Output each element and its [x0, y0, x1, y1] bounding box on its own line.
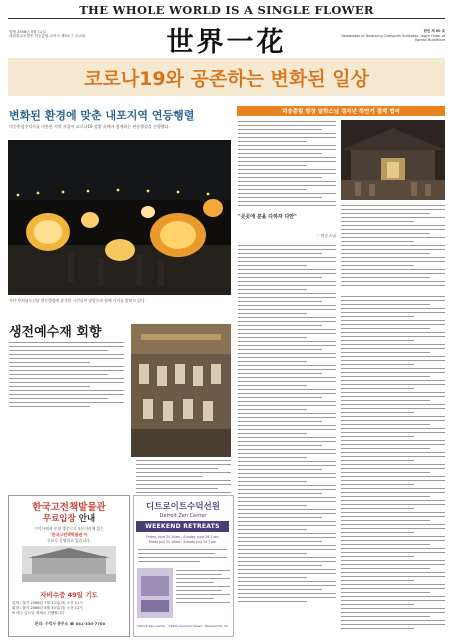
ceremony-photo [131, 324, 231, 457]
museum-ad-extra: 자비수증 49일 기도 [40, 591, 98, 599]
quote-text: "곳곳에 분을 다하자 다만" [238, 214, 297, 220]
article2-body [9, 342, 124, 410]
headline: 코로나19와 공존하는 변화된 일상 [84, 68, 369, 90]
museum-ad-footer1: 입재 : 불기 2566년 7월 12일(화) 오전 11시 [12, 601, 83, 605]
museum-ad-title-row [8, 512, 130, 524]
lantern-parade-photo [8, 140, 231, 295]
museum-photo [22, 546, 116, 582]
right-box-title: 덕숭총림 방장 달하스님 경자년 하안거 결제 법어 [282, 109, 400, 115]
detroit-photo [137, 568, 173, 618]
masthead-title-en: THE WHOLE WORLD IS A SINGLE FLOWER [79, 3, 374, 17]
article1-lead: 덕숭총림수덕사를 비롯한 지역 사찰이 코로나19 상황 속에서 함께하는 연등행렬을 진행했다. [9, 124, 170, 129]
museum-ad-sub: 안내 [78, 514, 96, 524]
museum-ad-desc: 수덕사에서 중점 방문으로 5분거리에 있는 [34, 526, 104, 531]
museum-ad-desc3: 무료로 운영되고 있습니다. [47, 538, 91, 543]
museum-ad-desc2: '한국고전책박물관'이 [50, 532, 88, 537]
right-col2-top [341, 205, 445, 289]
museum-ad-title1: 한국고전책발물관 [32, 502, 106, 513]
detroit-ad-body [138, 549, 227, 565]
museum-ad-footer3: ※ 매주 일요일 재재로 진행합니다. [12, 611, 66, 615]
article1-body [136, 460, 231, 500]
masthead-issue: 한민 제 00 호 [423, 29, 445, 33]
article2-title: 생전예수재 회향 [9, 325, 102, 340]
masthead-logo: 世界一花 [166, 27, 287, 58]
masthead-right-meta: Newspaper of Deoksung Chongnim Sudeoksa, Jogye Order of Korean Buddhism [341, 34, 445, 43]
detroit-ad-title: 디트로이트수덕선원 [146, 502, 220, 512]
detroit-ad-footer: Detroit Zen Center · 11600 Lumpkin Street · Hamtramck, MI [137, 624, 228, 628]
detroit-ad-date1: Friday, June 24 10am - Sunday, June 26 7 pm [146, 535, 219, 539]
quote-attr: – 덕숭스님 [317, 233, 336, 238]
museum-ad-footer2: 회향 : 불기 2566년 8월 30일(화) 오전 11시 [12, 606, 83, 610]
right-col1-mid [238, 245, 336, 605]
right-col1-top [238, 121, 336, 209]
article1-title: 변화된 환경에 맞춘 내포지역 연등행렬 [9, 109, 195, 122]
photo-caption: 서산 부처님오신날 연등행렬에 참석한 시민들이 장엄등과 함께 거리를 밝히고 있다. [9, 298, 146, 303]
right-col2-mid [341, 296, 445, 632]
detroit-ad-list [176, 570, 230, 606]
detroit-ad-banner-text: WEEKEND RETREATS [145, 523, 220, 530]
museum-ad-title2: 무료입장 [42, 514, 76, 524]
detroit-ad-subtitle: Detroit Zen Center [159, 513, 207, 519]
masthead-rule [8, 18, 445, 19]
temple-photo [341, 120, 445, 200]
masthead-left-meta: 발행 2558년 5월 11일 대한불교조계종 덕숭총림 수덕사 제9교구 포교원 [9, 30, 86, 39]
museum-ad-phone: 문의: 수덕사 종무소 ☎ 041-330-7700 [34, 621, 106, 626]
detroit-ad-date2: Friday July 22 10am - Sunday July 24 7 pm [148, 540, 217, 544]
